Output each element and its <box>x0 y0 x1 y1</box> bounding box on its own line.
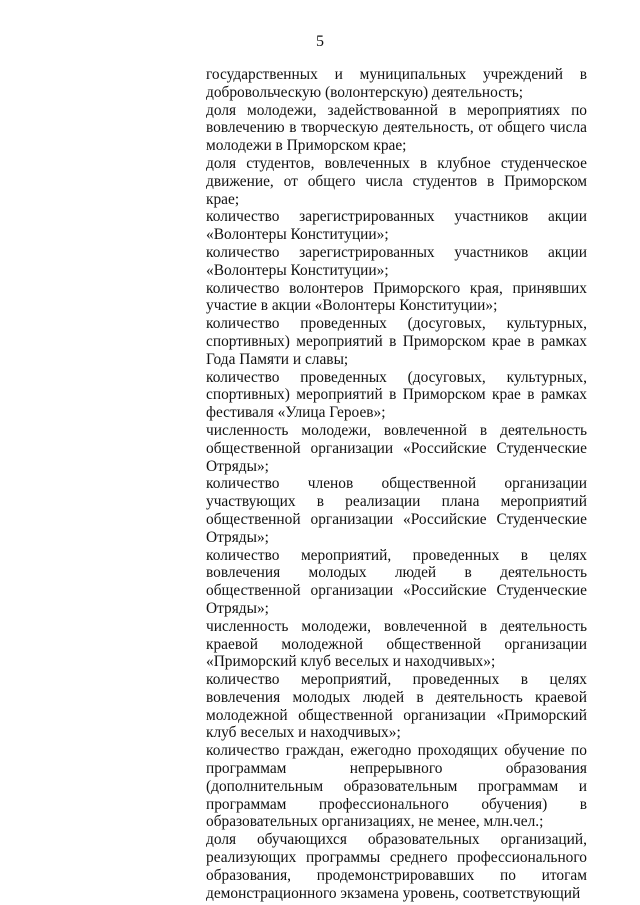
paragraph-constitution-volunteers-participated: количество волонтеров Приморского края, принявших участие в акции «Волонтеры Конституции»; <box>206 279 587 315</box>
paragraph-constitution-volunteers-registered-repeat: количество зарегистрированных участников акции «Волонтеры Конституции»; <box>206 243 587 279</box>
paragraph-student-brigades-members: количество членов общественной организации участвующих в реализации плана мероприятий общественной организации «Российские Студенческие Отряды»; <box>206 475 587 546</box>
paragraph-demo-exam-share: доля обучающихся образовательных организаций, реализующих программы среднего профессионального образования, продемонстрировавших по итогам демонстрационного экзамена уровень, соответствующий <box>206 831 587 902</box>
paragraph-volunteer-institutions: государственных и муниципальных учреждений в добровольческую (волонтерскую) деятельность; <box>206 66 587 101</box>
paragraph-creative-youth-share: доля молодежи, задействованной в мероприятиях по вовлечению в творческую деятельность, от общего числа молодежи в Приморском крае; <box>206 101 587 155</box>
paragraph-constitution-volunteers-registered: количество зарегистрированных участников акции «Волонтеры Конституции»; <box>206 208 587 244</box>
page-number: 5 <box>316 33 324 50</box>
paragraph-student-brigades-events: количество мероприятий, проведенных в целях вовлечения молодых людей в деятельность общественной организации «Российские Студенческие Отряды»; <box>206 546 587 617</box>
paragraph-memory-year-events: количество проведенных (досуговых, культурных, спортивных) мероприятий в Приморском крае в рамках Года Памяти и славы; <box>206 315 587 368</box>
document-body <box>206 66 587 902</box>
paragraph-kvn-club-events: количество мероприятий, проведенных в целях вовлечения молодых людей в деятельность краевой молодежной общественной организации «Приморский клуб веселых и находчивых»; <box>206 671 587 742</box>
paragraph-student-brigades-youth: численность молодежи, вовлеченной в деятельность общественной организации «Российские Студенческие Отряды»; <box>206 421 587 475</box>
paragraph-kvn-club-youth: численность молодежи, вовлеченной в деятельность краевой молодежной общественной организации «Приморский клуб веселых и находчивых»; <box>206 617 587 671</box>
paragraph-student-club-share: доля студентов, вовлеченных в клубное студенческое движение, от общего числа студентов в Приморском крае; <box>206 154 587 208</box>
paragraph-heroes-street-events: количество проведенных (досуговых, культурных, спортивных) мероприятий в Приморском крае в рамках фестиваля «Улица Героев»; <box>206 368 587 422</box>
paragraph-continuing-education: количество граждан, ежегодно проходящих обучение по программам непрерывного образования (дополнительным образовательным программам и программам профессионального обучения) в образовательных организациях, не менее, млн.чел.; <box>206 742 587 831</box>
